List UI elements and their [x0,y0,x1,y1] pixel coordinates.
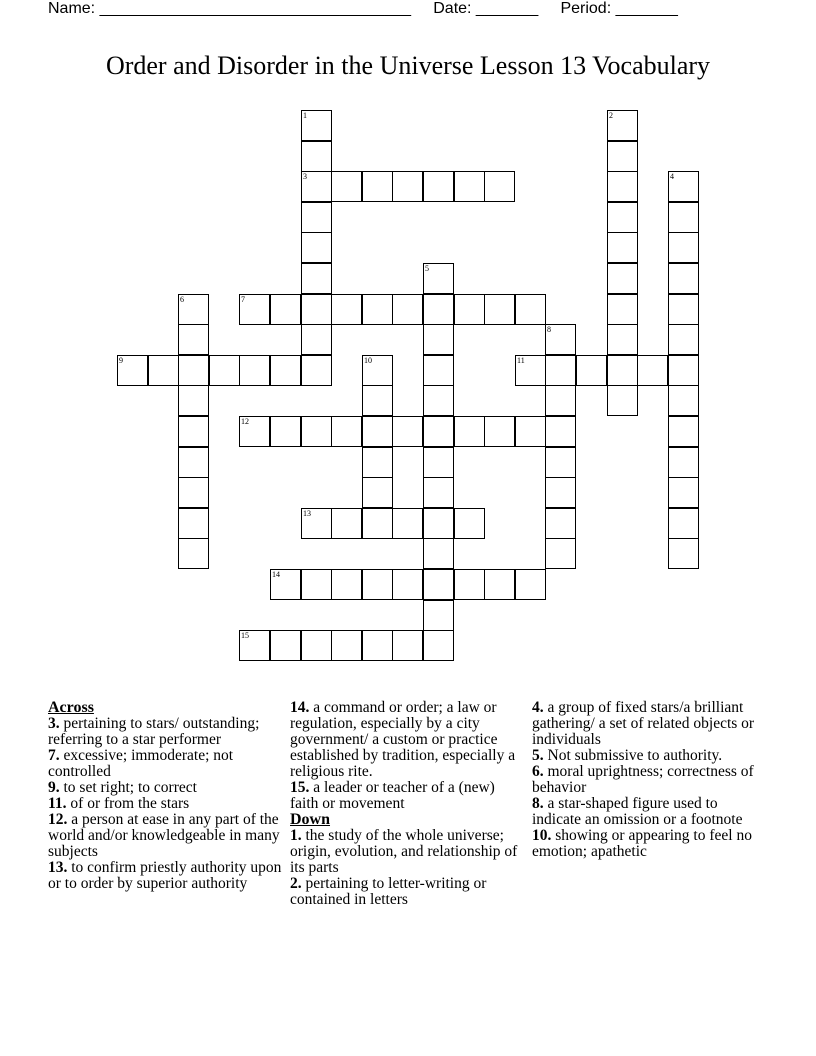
grid-cell[interactable] [454,294,485,325]
grid-cell[interactable] [209,355,240,386]
clue-down-5: 5. Not submissive to authority. [532,747,723,764]
grid-cell[interactable] [545,385,576,416]
grid-cell[interactable] [607,385,638,416]
page-title: Order and Disorder in the Universe Lesson 13 Vocabulary [105,51,711,80]
grid-cell[interactable] [331,294,362,325]
grid-cell[interactable] [239,355,270,386]
grid-cell[interactable] [178,385,209,416]
clue-across-3: 3. pertaining to stars/ outstanding; referring to a star performer [48,715,260,748]
grid-cell[interactable] [423,538,454,569]
cell-number: 6 [180,295,184,304]
cell-number: 2 [609,111,613,120]
grid-cell[interactable] [454,416,485,447]
cell-number: 10 [364,356,372,365]
grid-cell[interactable] [362,569,393,600]
grid-cell[interactable] [178,416,209,447]
clue-across-14: 14. a command or order; a law or regulation, especially by a city government/ a custom or practice established by tradition, especially a religious rite. [290,699,516,780]
cell-number: 11 [517,356,525,365]
grid-cell[interactable] [362,508,393,539]
grid-cell[interactable] [484,569,515,600]
grid-cell[interactable] [668,477,699,508]
grid-cell[interactable] [301,294,332,325]
grid-cell[interactable] [178,355,209,386]
grid-cell[interactable] [607,324,638,355]
grid-cell[interactable] [668,447,699,478]
clue-down-2: 2. pertaining to letter-writing or contained in letters [290,875,487,908]
grid-cell[interactable] [178,477,209,508]
grid-cell[interactable] [301,630,332,661]
grid-cell[interactable] [178,508,209,539]
grid-cell[interactable] [362,171,393,202]
grid-cell[interactable] [301,355,332,386]
grid-cell[interactable] [668,232,699,263]
grid-cell[interactable] [454,569,485,600]
grid-cell[interactable] [362,416,393,447]
grid-cell[interactable] [117,355,148,386]
grid-cell[interactable] [545,324,576,355]
grid-cell[interactable] [423,477,454,508]
cell-number: 12 [241,417,249,426]
grid-cell[interactable] [423,569,454,600]
cell-number: 13 [303,509,311,518]
clue-down-1: 1. the study of the whole universe; origin, evolution, and relationship of its parts [290,827,518,876]
grid-cell[interactable] [362,294,393,325]
grid-cell[interactable] [515,416,546,447]
grid-cell[interactable] [545,477,576,508]
cell-number: 8 [547,325,551,334]
clue-across-9: 9. to set right; to correct [48,779,197,796]
across-heading: Across [48,699,94,716]
grid-cell[interactable] [668,171,699,202]
grid-cell[interactable] [423,294,454,325]
grid-cell[interactable] [607,141,638,172]
grid-cell[interactable] [607,110,638,141]
grid-cell[interactable] [270,569,301,600]
grid-cell[interactable] [423,508,454,539]
grid-cell[interactable] [392,569,423,600]
grid-cell[interactable] [301,202,332,233]
grid-cell[interactable] [239,630,270,661]
grid-cell[interactable] [515,355,546,386]
grid-cell[interactable] [637,355,668,386]
grid-cell[interactable] [270,630,301,661]
grid-cell[interactable] [239,294,270,325]
grid-cell[interactable] [178,538,209,569]
clue-down-6: 6. moral uprightness; correctness of behavior [532,763,754,796]
cell-number: 9 [119,356,123,365]
grid-cell[interactable] [239,416,270,447]
grid-cell[interactable] [607,202,638,233]
grid-cell[interactable] [668,263,699,294]
grid-cell[interactable] [668,355,699,386]
clue-across-11: 11. of or from the stars [48,795,190,812]
grid-cell[interactable] [423,385,454,416]
grid-cell[interactable] [270,294,301,325]
grid-cell[interactable] [423,355,454,386]
clue-across-13: 13. to confirm priestly authority upon or to order by superior authority [48,859,282,892]
grid-cell[interactable] [545,447,576,478]
grid-cell[interactable] [301,416,332,447]
student-info-line: Name: ___________________________________ Date: _______ Period: _______ [48,0,678,17]
grid-cell[interactable] [576,355,607,386]
grid-cell[interactable] [270,355,301,386]
grid-cell[interactable] [423,600,454,631]
clue-down-4: 4. a group of fixed stars/a brilliant gathering/ a set of related objects or individuals [532,699,755,748]
cell-number: 5 [425,264,429,273]
grid-cell[interactable] [484,294,515,325]
grid-cell[interactable] [545,538,576,569]
grid-cell[interactable] [392,416,423,447]
grid-cell[interactable] [423,171,454,202]
grid-cell[interactable] [668,508,699,539]
grid-cell[interactable] [515,569,546,600]
grid-cell[interactable] [178,447,209,478]
grid-cell[interactable] [607,294,638,325]
clue-down-8: 8. a star-shaped figure used to indicate an omission or a footnote [532,795,743,828]
grid-cell[interactable] [454,508,485,539]
down-heading: Down [290,811,331,828]
grid-cell[interactable] [423,447,454,478]
cell-number: 4 [670,172,674,181]
grid-cell[interactable] [545,355,576,386]
grid-cell[interactable] [301,110,332,141]
grid-cell[interactable] [607,232,638,263]
grid-cell[interactable] [301,141,332,172]
cell-number: 14 [272,570,280,579]
grid-cell[interactable] [301,171,332,202]
grid-cell[interactable] [270,416,301,447]
grid-cell[interactable] [607,263,638,294]
grid-cell[interactable] [362,355,393,386]
grid-cell[interactable] [607,355,638,386]
clue-across-12: 12. a person at ease in any part of the world and/or knowledgeable in many subjects [48,811,280,860]
cell-number: 1 [303,111,307,120]
grid-cell[interactable] [392,294,423,325]
grid-cell[interactable] [362,447,393,478]
grid-cell[interactable] [668,324,699,355]
grid-cell[interactable] [668,416,699,447]
grid-cell[interactable] [668,294,699,325]
grid-cell[interactable] [392,508,423,539]
grid-cell[interactable] [331,508,362,539]
grid-cell[interactable] [331,569,362,600]
grid-cell[interactable] [607,171,638,202]
grid-cell[interactable] [148,355,179,386]
clue-down-10: 10. showing or appearing to feel no emotion; apathetic [532,827,752,860]
grid-cell[interactable] [331,416,362,447]
cell-number: 3 [303,172,307,181]
clue-across-7: 7. excessive; immoderate; not controlled [48,747,234,780]
grid-cell[interactable] [545,416,576,447]
cell-number: 7 [241,295,245,304]
grid-cell[interactable] [423,416,454,447]
grid-cell[interactable] [301,508,332,539]
grid-cell[interactable] [423,630,454,661]
grid-cell[interactable] [454,171,485,202]
grid-cell[interactable] [668,538,699,569]
grid-cell[interactable] [392,630,423,661]
grid-cell[interactable] [331,171,362,202]
clues-col2 [290,700,526,908]
grid-cell[interactable] [423,263,454,294]
grid-cell[interactable] [301,263,332,294]
grid-cell[interactable] [668,385,699,416]
grid-cell[interactable] [515,294,546,325]
grid-cell[interactable] [301,569,332,600]
grid-cell[interactable] [668,202,699,233]
grid-cell[interactable] [178,324,209,355]
grid-cell[interactable] [392,171,423,202]
grid-cell[interactable] [331,630,362,661]
grid-cell[interactable] [423,324,454,355]
clue-across-15: 15. a leader or teacher of a (new) faith or movement [290,779,495,812]
grid-cell[interactable] [545,508,576,539]
grid-cell[interactable] [301,324,332,355]
grid-cell[interactable] [362,630,393,661]
cell-number: 15 [241,631,249,640]
across-clues-col1 [48,700,283,892]
grid-cell[interactable] [301,232,332,263]
grid-cell[interactable] [178,294,209,325]
grid-cell[interactable] [362,477,393,508]
clues-col3 [532,700,768,860]
grid-cell[interactable] [362,385,393,416]
grid-cell[interactable] [484,416,515,447]
grid-cell[interactable] [484,171,515,202]
